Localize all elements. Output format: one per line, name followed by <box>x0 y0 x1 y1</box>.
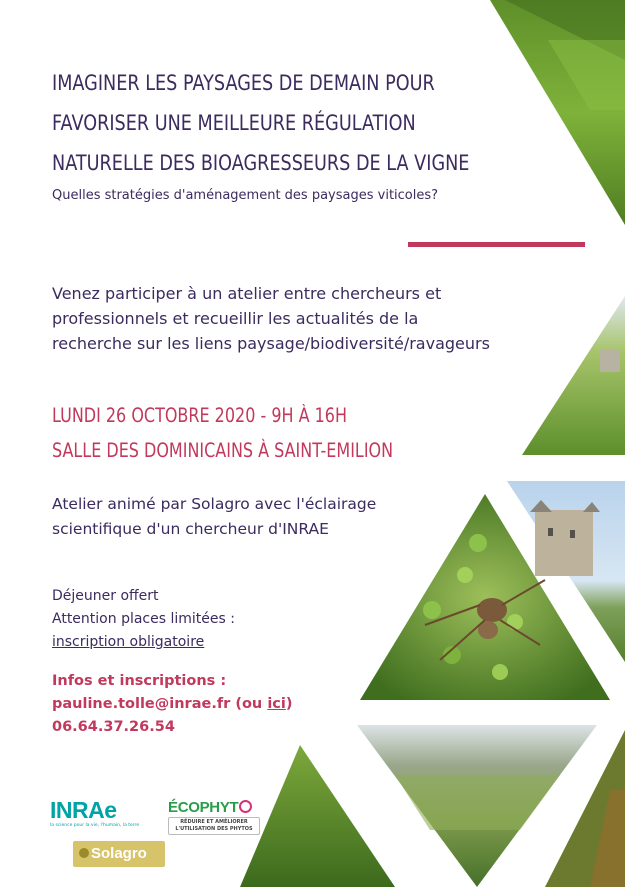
solagro-logo <box>73 841 165 867</box>
solagro-logo-text: Solagro <box>91 845 147 862</box>
contact-heading: Infos et inscriptions : <box>52 673 227 689</box>
practical-info <box>52 585 235 654</box>
contact-phone: 06.64.37.26.54 <box>52 719 175 735</box>
atelier-description <box>52 492 452 542</box>
close-paren: ) <box>285 696 293 712</box>
event-date: LUNDI 26 OCTOBRE 2020 - 9H À 16H <box>52 404 347 427</box>
atelier-line: scientifique d'un chercheur d'INRAE <box>52 520 329 538</box>
accent-divider <box>408 242 585 247</box>
inrae-tagline: la science pour la vie, l'humain, la terre <box>50 823 140 828</box>
ici-link[interactable]: ici <box>267 696 286 712</box>
intro-paragraph <box>52 281 572 356</box>
subtitle: Quelles stratégies d'aménagement des paysages viticoles? <box>52 188 439 203</box>
page-title <box>52 64 511 184</box>
lunch-note: Déjeuner offert <box>52 588 159 604</box>
open-paren: (ou <box>230 696 268 712</box>
atelier-line: Atelier animé par Solagro avec l'éclairage <box>52 495 377 513</box>
ecophyto-tagline-2: L'UTILISATION DES PHYTOS <box>175 826 253 832</box>
contact-email-link[interactable]: pauline.tolle@inrae.fr <box>52 696 231 712</box>
limited-places-note: Attention places limitées : <box>52 611 235 627</box>
intro-line: Venez participer à un atelier entre chercheurs et <box>52 284 442 303</box>
title-line: NATURELLE DES BIOAGRESSEURS DE LA VIGNE <box>52 151 470 176</box>
ecophyto-o-icon <box>239 800 252 813</box>
inrae-logo-text: INRAe <box>50 797 117 823</box>
solagro-dot-icon <box>79 848 89 858</box>
title-line: IMAGINER LES PAYSAGES DE DEMAIN POUR <box>52 71 435 96</box>
ecophyto-logo-text: ÉCOPHYT <box>168 799 239 816</box>
ecophyto-logo <box>168 797 260 841</box>
title-line: FAVORISER UNE MEILLEURE RÉGULATION <box>52 111 416 136</box>
intro-line: recherche sur les liens paysage/biodiversité/ravageurs <box>52 334 490 353</box>
intro-line: professionnels et recueillir les actualités de la <box>52 309 419 328</box>
contact-info <box>52 670 293 739</box>
registration-link[interactable]: inscription obligatoire <box>52 634 205 650</box>
partner-logos <box>48 795 278 875</box>
contact-email-line <box>52 693 293 716</box>
ecophyto-tagline-1: RÉDUIRE ET AMÉLIORER <box>180 819 248 825</box>
event-venue: SALLE DES DOMINICAINS À SAINT-EMILION <box>52 439 394 462</box>
inrae-logo <box>48 795 148 831</box>
event-details <box>52 398 393 468</box>
